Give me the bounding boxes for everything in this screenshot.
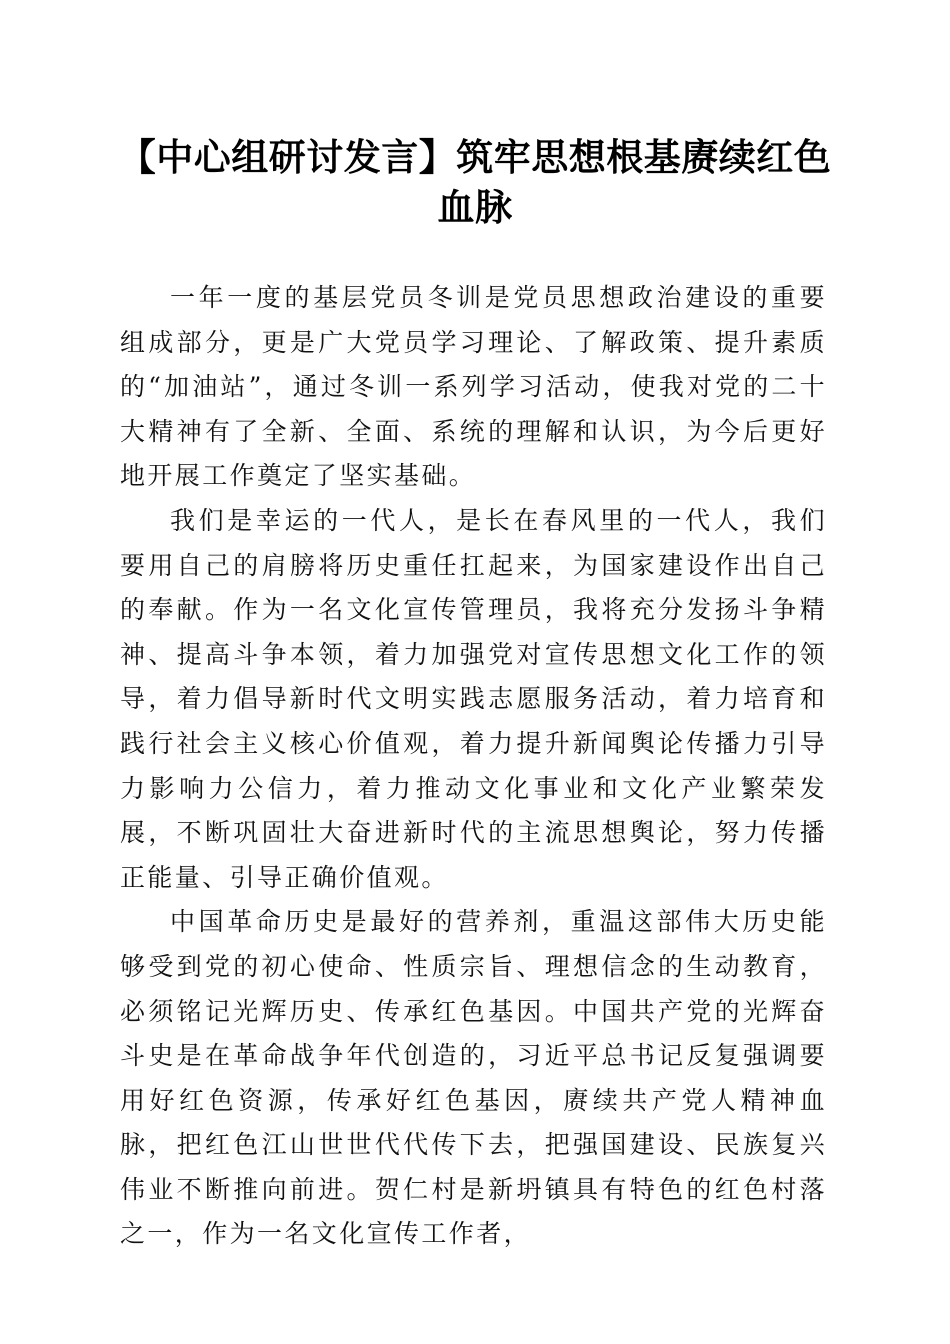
paragraph-1: 一年一度的基层党员冬训是党员思想政治建设的重要组成部分，更是广大党员学习理论、了解政策、提升素质的“加油站”，通过冬训一系列学习活动，使我对党的二十大精神有了全新、全面、系统的理解和认识，为今后更好地开展工作奠定了坚实基础。 — [120, 283, 827, 491]
document-body — [120, 276, 827, 1257]
paragraph-3: 中国革命历史是最好的营养剂，重温这部伟大历史能够受到党的初心使命、性质宗旨、理想信念的生动教育，必须铭记光辉历史、传承红色基因。中国共产党的光辉奋斗史是在革命战争年代创造的，习近平总书记反复强调要用好红色资源，传承好红色基因，赓续共产党人精神血脉，把红色江山世世代代传下去，把强国建设、民族复兴伟业不断推向前进。贺仁村是新坍镇具有特色的红色村落之一，作为一名文化宣传工作者， — [120, 907, 827, 1249]
document-title: 【中心组研讨发言】筑牢思想根基赓续红色血脉 — [118, 135, 832, 229]
paragraph-2: 我们是幸运的一代人，是长在春风里的一代人，我们要用自己的肩膀将历史重任扛起来，为国家建设作出自己的奉献。作为一名文化宣传管理员，我将充分发扬斗争精神、提高斗争本领，着力加强党对宣传思想文化工作的领导，着力倡导新时代文明实践志愿服务活动，着力培育和践行社会主义核心价值观，着力提升新闻舆论传播力引导力影响力公信力，着力推动文化事业和文化产业繁荣发展，不断巩固壮大奋进新时代的主流思想舆论，努力传播正能量、引导正确价值观。 — [120, 505, 827, 892]
